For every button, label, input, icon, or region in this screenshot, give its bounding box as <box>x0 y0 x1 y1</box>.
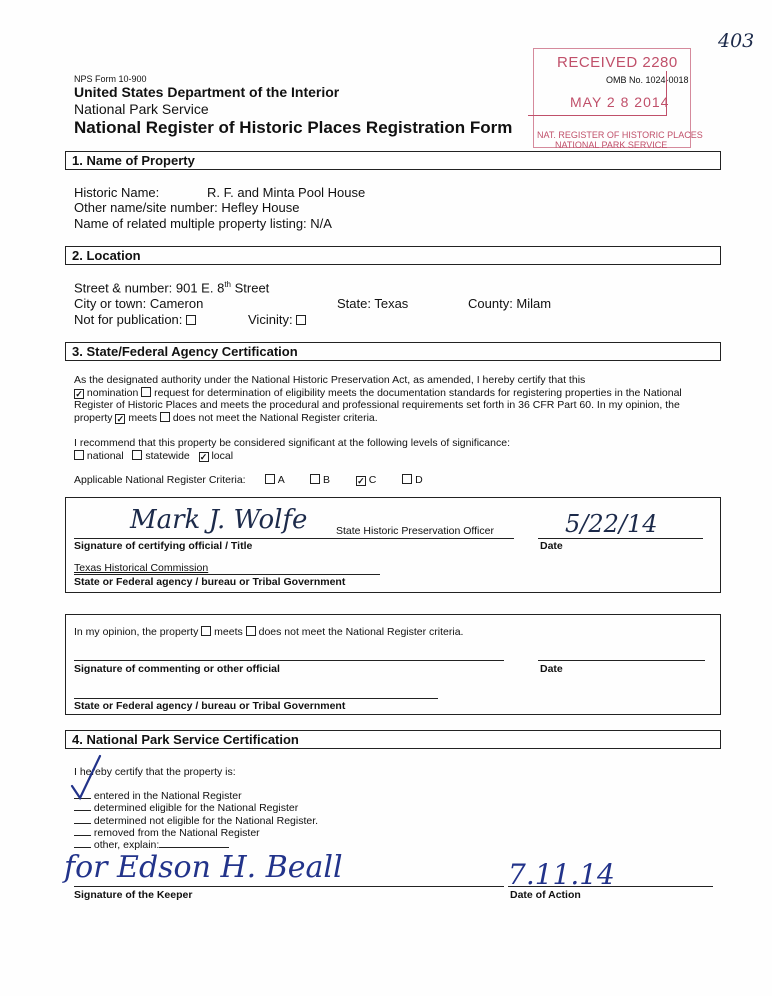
criteria-row <box>74 474 423 486</box>
signer-title: State Historic Preservation Officer <box>336 525 494 537</box>
not-for-publication <box>74 312 196 327</box>
vicinity <box>248 312 306 327</box>
opinion-line <box>74 626 463 638</box>
certification-date: 5/22/14 <box>565 510 658 538</box>
form-title: National Register of Historic Places Registration Form <box>74 118 513 137</box>
section-4-heading: 4. National Park Service Certification <box>65 730 721 749</box>
stamp-date: MAY 2 8 2014 <box>570 94 670 110</box>
form-number: NPS Form 10-900 <box>74 74 147 84</box>
comment-agency-label: State or Federal agency / bureau or Tribal Government <box>74 700 346 712</box>
comment-sig-line <box>74 660 504 661</box>
cert-paragraph <box>74 374 724 424</box>
department-title: United States Department of the Interior <box>74 84 340 100</box>
related-listing: Name of related multiple property listing: N/A <box>74 216 332 231</box>
keeper-options <box>74 790 318 851</box>
significance-intro: I recommend that this property be considered significant at the following levels of significance: <box>74 437 510 449</box>
request-label: request for determination of eligibility meets the documentation standards for registering properties in the National <box>154 386 682 399</box>
date-label: Date <box>540 540 563 552</box>
service-title: National Park Service <box>74 101 209 117</box>
certifying-signature: Mark J. Wolfe <box>130 505 308 535</box>
section-1-heading: 1. Name of Property <box>65 151 721 170</box>
comment-sig-label: Signature of commenting or other official <box>74 663 280 675</box>
national-checkbox[interactable] <box>74 450 84 460</box>
option-other-label: other, explain: <box>93 839 160 852</box>
option-eligible-label: determined eligible for the National Register <box>93 802 299 815</box>
option-removed <box>74 827 318 839</box>
opinion-label: In my opinion, the property <box>74 626 199 638</box>
not-for-publication-checkbox[interactable] <box>186 315 196 325</box>
street-number <box>74 280 269 295</box>
cert-line-3: Register of Historic Places and meets the procedural and professional requirements set forth in 36 CFR Part 60. In my opinion, the <box>74 399 680 411</box>
keeper-sig-line <box>74 886 504 887</box>
vicinity-checkbox[interactable] <box>296 315 306 325</box>
opinion-does-not-meet-checkbox[interactable] <box>246 626 256 636</box>
cert-line-1: As the designated authority under the National Historic Preservation Act, as amended, I hereby certify that this <box>74 374 586 386</box>
criteria-d: D <box>415 474 423 486</box>
received-stamp <box>533 48 703 150</box>
level-local: local <box>211 450 234 462</box>
property-label: property <box>74 411 113 424</box>
opinion-meets-checkbox[interactable] <box>201 626 211 636</box>
statewide-checkbox[interactable] <box>132 450 142 460</box>
does-not-meet-label: does not meet the National Register criteria. <box>172 411 378 424</box>
comment-date-line <box>538 660 705 661</box>
criteria-b-checkbox[interactable] <box>310 474 320 484</box>
stamp-service: NATIONAL PARK SERVICE <box>555 140 668 150</box>
opinion-does-not-meet: does not meet the National Register criteria. <box>258 626 464 638</box>
significance-levels <box>74 450 233 462</box>
meets-checkbox[interactable]: ✓ <box>116 413 125 424</box>
criteria-label: Applicable National Register Criteria: <box>74 474 246 486</box>
keeper-signature: for Edson H. Beall <box>64 850 343 885</box>
criteria-d-checkbox[interactable] <box>402 474 412 484</box>
date-line <box>538 538 703 539</box>
county: County: Milam <box>468 296 552 311</box>
criteria-c-checkbox[interactable]: ✓ <box>357 476 365 486</box>
option-not-eligible-label: determined not eligible for the National Register. <box>93 814 319 827</box>
state: State: Texas <box>337 296 409 311</box>
criteria-c: C <box>368 474 377 486</box>
agency-line <box>74 574 380 575</box>
local-checkbox[interactable]: ✓ <box>199 452 208 462</box>
cert-line-4 <box>74 412 724 425</box>
historic-name-value: R. F. and Minta Pool House <box>207 185 366 200</box>
historic-name-label: Historic Name: <box>74 185 160 200</box>
opinion-meets: meets <box>214 626 243 638</box>
meets-label: meets <box>128 411 157 424</box>
action-date: 7.11.14 <box>508 858 615 891</box>
criteria-a: A <box>277 474 285 486</box>
option-not-eligible <box>74 815 318 827</box>
sig-line <box>74 538 514 539</box>
action-date-line <box>508 886 713 887</box>
stamp-register: NAT. REGISTER OF HISTORIC PLACES <box>537 130 703 140</box>
section-3-heading: 3. State/Federal Agency Certification <box>65 342 721 361</box>
stamp-received: RECEIVED 2280 <box>557 54 678 71</box>
page-number-handwritten: 403 <box>718 30 755 52</box>
option-entered-label: entered in the National Register <box>93 790 242 802</box>
agency-name: Texas Historical Commission <box>74 562 209 574</box>
section-2-heading: 2. Location <box>65 246 721 265</box>
street-suffix: Street <box>230 280 270 296</box>
cert-line-2 <box>74 387 724 400</box>
option-removed-label: removed from the National Register <box>93 826 260 839</box>
nomination-label: nomination <box>86 386 139 399</box>
other-name: Other name/site number: Hefley House <box>74 200 300 215</box>
request-checkbox[interactable] <box>141 387 151 397</box>
option-entered <box>74 790 318 802</box>
street-label: Street & number: 901 E. 8 <box>74 280 225 296</box>
sig-label: Signature of certifying official / Title <box>74 540 253 552</box>
nomination-checkbox[interactable]: ✓ <box>75 388 83 399</box>
option-eligible <box>74 802 318 814</box>
not-for-publication-label: Not for publication: <box>74 312 183 327</box>
level-national: national <box>86 450 124 462</box>
comment-agency-line <box>74 698 438 699</box>
vicinity-label: Vicinity: <box>248 312 293 327</box>
keeper-label: Signature of the Keeper <box>74 889 193 901</box>
entered-checkmark-icon <box>66 752 106 802</box>
agency-label: State or Federal agency / bureau or Tribal Government <box>74 576 346 588</box>
comment-date-label: Date <box>540 663 563 675</box>
keeper-certify: I hereby certify that the property is: <box>74 766 236 778</box>
omb-number: OMB No. 1024-0018 <box>606 75 689 85</box>
level-statewide: statewide <box>145 450 190 462</box>
does-not-meet-checkbox[interactable] <box>160 412 170 422</box>
criteria-a-checkbox[interactable] <box>265 474 275 484</box>
city: City or town: Cameron <box>74 296 204 311</box>
street-sup: th <box>224 280 231 289</box>
criteria-b: B <box>322 474 330 486</box>
action-label: Date of Action <box>510 889 581 901</box>
